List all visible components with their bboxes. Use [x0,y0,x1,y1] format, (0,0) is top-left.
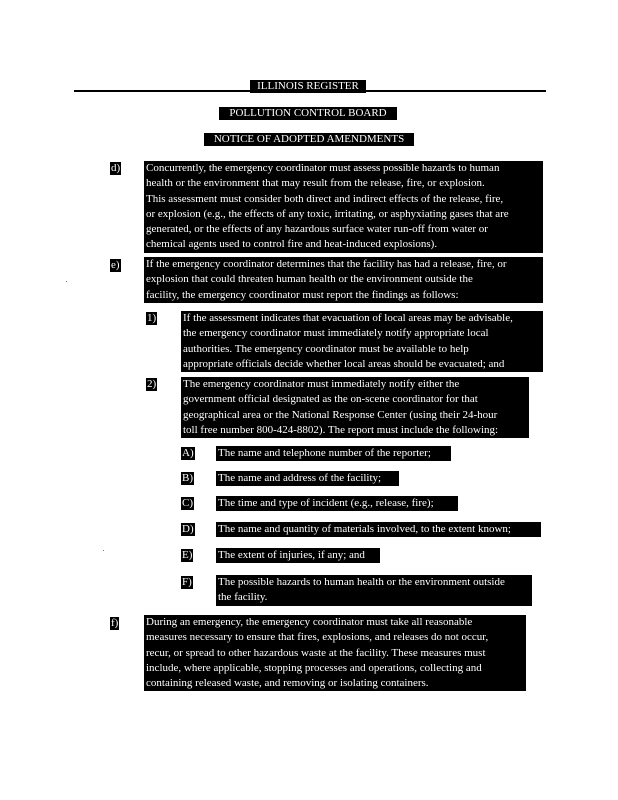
text-line: containing released waste, and removing or isolating containers. [146,677,429,690]
paragraph-d [144,161,543,253]
text-line: If the emergency coordinator determines that the facility has had a release, fire, or [146,258,507,270]
paragraph-C [216,496,458,511]
text-line: generated, or the effects of any hazardous surface water run-off from water or [146,223,488,236]
item-marker: A) [182,447,194,459]
text-line: The time and type of incident (e.g., release, fire); [218,497,434,509]
item-marker: B) [182,472,193,484]
text-line: the facility. [218,591,268,604]
paragraph-E [216,548,380,563]
text-line: This assessment must consider both direct and indirect effects of the release, fire, [146,192,504,205]
item-marker: C) [182,497,193,509]
text-line: If the assessment indicates that evacuation of local areas may be advisable, [183,312,513,324]
text-line: The name and address of the facility; [218,472,382,484]
text-line: The emergency coordinator must immediately notify either the [183,378,460,390]
register-title: ILLINOIS REGISTER [250,80,366,93]
text-line: facility, the emergency coordinator must report the findings as follows: [146,288,459,301]
item-marker: e) [111,259,120,271]
paragraph-B [216,471,399,486]
item-marker: E) [182,549,193,561]
item-marker: F) [182,576,192,588]
text-line: or explosion (e.g., the effects of any toxic, irritating, or asphyxiating gases that are [146,207,509,220]
text-line: health or the environment that may result from the release, fire, or explosion. [146,177,485,190]
text-line: explosion that could threaten human health or the environment outside the [146,273,473,286]
scan-speck [103,550,104,551]
text-line: authorities. The emergency coordinator must be available to help [183,342,469,355]
paragraph-f [144,615,526,691]
text-line: The possible hazards to human health or the environment outside [218,576,505,588]
text-line: measures necessary to ensure that fires, explosions, and releases do not occur, [146,631,489,644]
text-line: include, where applicable, stopping processes and operations, collecting and [146,661,482,674]
paragraph-e1 [181,311,543,372]
paragraph-F [216,575,532,606]
item-marker: 2) [147,378,157,390]
paragraph-e [144,257,543,303]
text-line: toll free number 800-424-8802). The report must include the following: [183,423,499,436]
text-line: The name and quantity of materials involved, to the extent known; [218,523,511,535]
text-line: The name and telephone number of the reporter; [218,447,431,459]
text-line: the emergency coordinator must immediately notify appropriate local [183,327,489,340]
paragraph-e2 [181,377,529,438]
item-marker: D) [182,523,194,535]
scan-speck [66,281,67,282]
board-title: POLLUTION CONTROL BOARD [219,107,397,120]
notice-title: NOTICE OF ADOPTED AMENDMENTS [204,133,414,146]
text-line: During an emergency, the emergency coordinator must take all reasonable [146,616,473,628]
text-line: government official designated as the on-scene coordinator for that [183,393,478,406]
text-line: The extent of injuries, if any; and [218,549,365,561]
item-marker: f) [111,617,119,629]
text-line: Concurrently, the emergency coordinator must assess possible hazards to human [146,162,500,174]
text-line: geographical area or the National Response Center (using their 24-hour [183,408,498,421]
paragraph-A [216,446,451,461]
text-line: chemical agents used to control fire and heat-induced explosions). [146,238,438,251]
text-line: appropriate officials decide whether local areas should be evacuated; and [183,357,505,370]
text-line: recur, or spread to other hazardous waste at the facility. These measures must [146,646,486,659]
item-marker: d) [111,162,121,174]
item-marker: 1) [147,312,157,324]
paragraph-D [216,522,541,537]
